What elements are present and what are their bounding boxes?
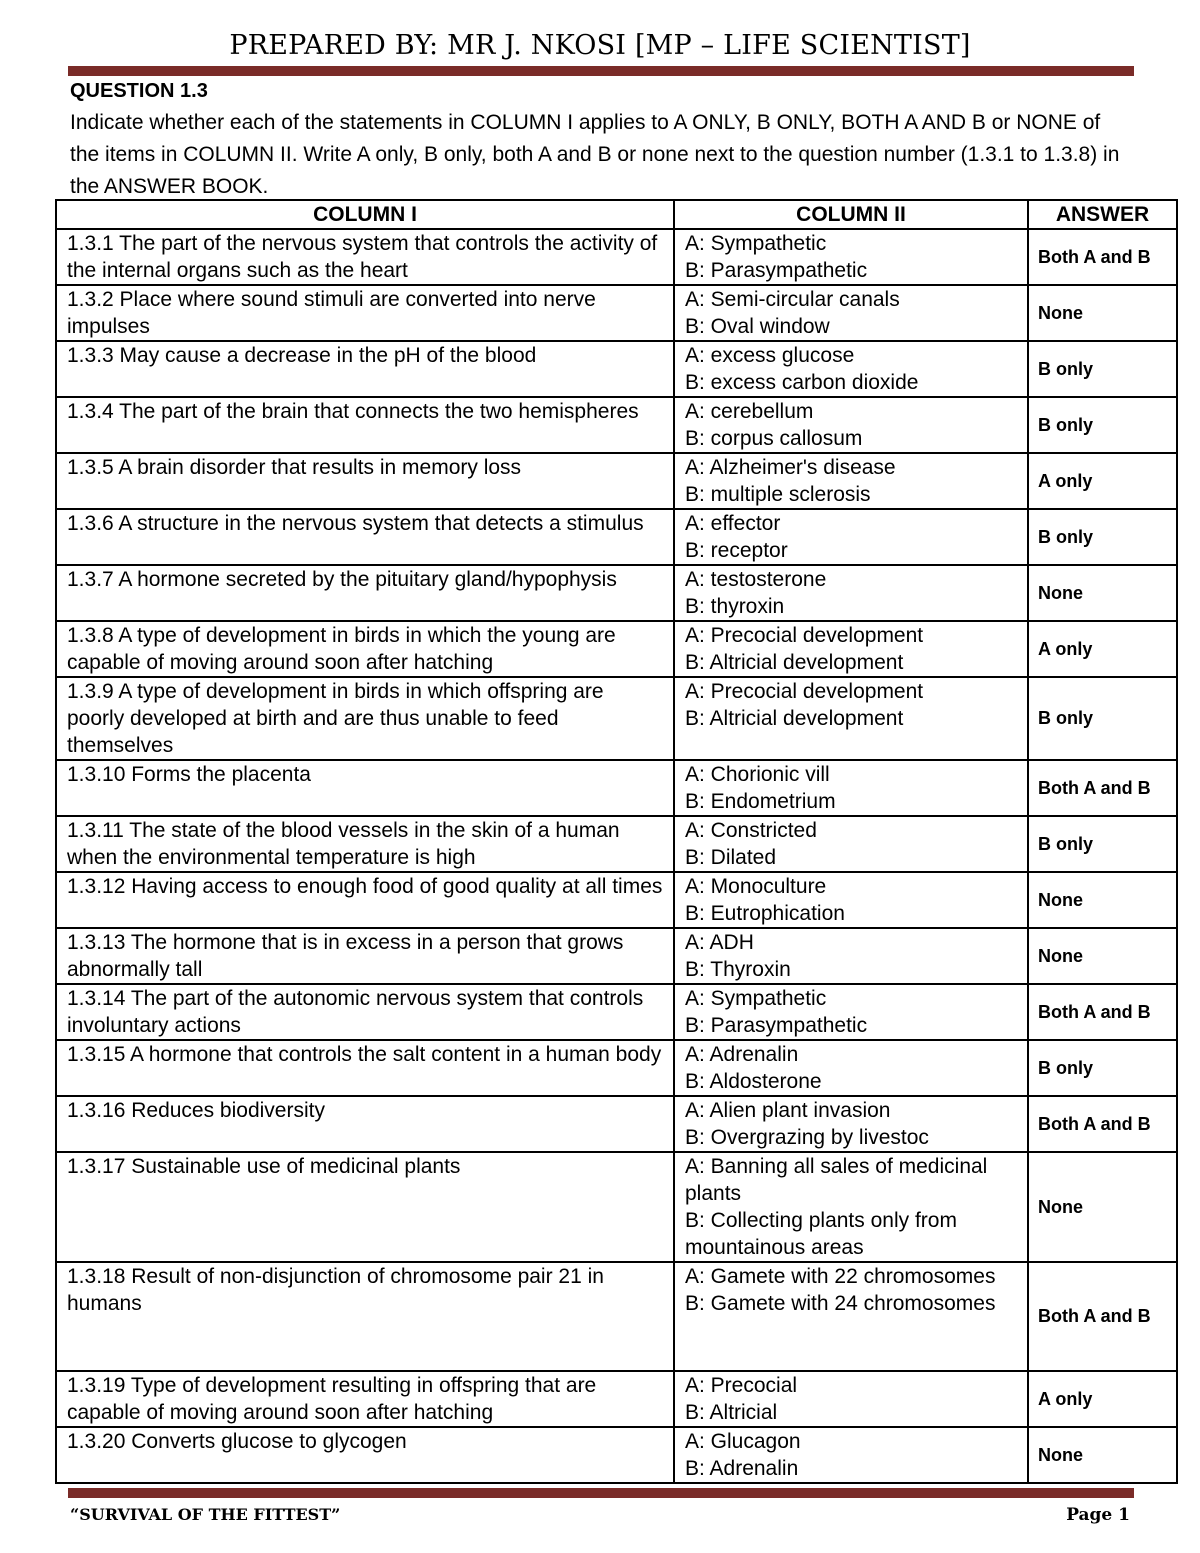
table-row <box>56 677 1177 760</box>
answer-cell: None <box>1028 928 1177 984</box>
answer-cell: Both A and B <box>1028 229 1177 285</box>
question-heading: QUESTION 1.3 <box>70 80 208 102</box>
table-row <box>56 1096 1177 1152</box>
option-a: A: Gamete with 22 chromosomes <box>685 1265 996 1288</box>
statement-cell: 1.3.6 A structure in the nervous system that detects a stimulus <box>56 509 674 565</box>
options-cell <box>674 1040 1028 1096</box>
table-row <box>56 928 1177 984</box>
statement-cell: 1.3.19 Type of development resulting in offspring that are capable of moving around soon after hatching <box>56 1371 674 1427</box>
option-b: B: Altricial <box>685 1401 778 1424</box>
option-a: A: Alien plant invasion <box>685 1099 891 1122</box>
option-a: A: Banning all sales of medicinal plants <box>685 1155 988 1205</box>
options-cell <box>674 285 1028 341</box>
option-b: B: receptor <box>685 539 788 562</box>
table-row <box>56 760 1177 816</box>
option-a: A: Precocial development <box>685 624 924 647</box>
statement-cell: 1.3.13 The hormone that is in excess in a person that grows abnormally tall <box>56 928 674 984</box>
option-a: A: Constricted <box>685 819 817 842</box>
options-cell <box>674 509 1028 565</box>
statement-cell: 1.3.7 A hormone secreted by the pituitary gland/hypophysis <box>56 565 674 621</box>
footer-motto: “SURVIVAL OF THE FITTEST” <box>70 1505 341 1524</box>
option-b: B: Endometrium <box>685 790 836 813</box>
answer-cell: A only <box>1028 453 1177 509</box>
table-row <box>56 1152 1177 1262</box>
option-a: A: Sympathetic <box>685 987 827 1010</box>
table-row <box>56 816 1177 872</box>
table-row <box>56 1040 1177 1096</box>
answer-cell: A only <box>1028 1371 1177 1427</box>
options-cell <box>674 229 1028 285</box>
options-cell <box>674 1427 1028 1483</box>
statement-cell: 1.3.11 The state of the blood vessels in the skin of a human when the environmental temperature is high <box>56 816 674 872</box>
option-b: B: excess carbon dioxide <box>685 371 919 394</box>
options-cell <box>674 928 1028 984</box>
table-row <box>56 1262 1177 1371</box>
footer-divider <box>68 1488 1134 1498</box>
table-row <box>56 1371 1177 1427</box>
statement-cell: 1.3.2 Place where sound stimuli are converted into nerve impulses <box>56 285 674 341</box>
option-a: A: Sympathetic <box>685 232 827 255</box>
answer-cell: B only <box>1028 677 1177 760</box>
option-b: B: Parasympathetic <box>685 259 868 282</box>
statement-cell: 1.3.8 A type of development in birds in which the young are capable of moving around soon after hatching <box>56 621 674 677</box>
option-b: B: Eutrophication <box>685 902 845 925</box>
option-b: B: Collecting plants only from mountainous areas <box>685 1209 957 1259</box>
option-a: A: testosterone <box>685 568 827 591</box>
answer-cell: B only <box>1028 1040 1177 1096</box>
table-header-row <box>56 200 1177 229</box>
option-a: A: ADH <box>685 931 754 954</box>
option-b: B: Parasympathetic <box>685 1014 868 1037</box>
option-a: A: Monoculture <box>685 875 827 898</box>
question-instructions: Indicate whether each of the statements in COLUMN I applies to A ONLY, B ONLY, BOTH A AND B or NONE of the items in COLUMN II. Write A only, B only, both A and B or none next to the question number (1.3.1 to 1.3.8) in the ANSWER BOOK. <box>70 111 1120 198</box>
options-cell <box>674 1371 1028 1427</box>
option-b: B: Aldosterone <box>685 1070 822 1093</box>
answer-cell: None <box>1028 872 1177 928</box>
statement-cell: 1.3.10 Forms the placenta <box>56 760 674 816</box>
answer-cell: None <box>1028 565 1177 621</box>
column-header: COLUMN I <box>56 200 674 229</box>
statement-cell: 1.3.5 A brain disorder that results in memory loss <box>56 453 674 509</box>
answer-cell: None <box>1028 1152 1177 1262</box>
option-b: B: thyroxin <box>685 595 785 618</box>
statement-cell: 1.3.12 Having access to enough food of good quality at all times <box>56 872 674 928</box>
table-row <box>56 621 1177 677</box>
option-a: A: effector <box>685 512 781 535</box>
table-row <box>56 565 1177 621</box>
page-header-title: PREPARED BY: MR J. NKOSI [MP – LIFE SCIENTIST] <box>229 30 971 61</box>
option-b: B: Altricial development <box>685 707 904 730</box>
option-b: B: Dilated <box>685 846 777 869</box>
option-a: A: cerebellum <box>685 400 814 423</box>
option-b: B: Altricial development <box>685 651 904 674</box>
option-b: B: Gamete with 24 chromosomes <box>685 1292 996 1315</box>
table-body <box>56 229 1177 1483</box>
option-b: B: multiple sclerosis <box>685 483 871 506</box>
options-cell <box>674 984 1028 1040</box>
option-a: A: Semi-circular canals <box>685 288 900 311</box>
option-b: B: Overgrazing by livestoc <box>685 1126 929 1149</box>
table-row <box>56 397 1177 453</box>
options-cell <box>674 760 1028 816</box>
statement-cell: 1.3.1 The part of the nervous system that controls the activity of the internal organs such as the heart <box>56 229 674 285</box>
options-cell <box>674 1262 1028 1371</box>
option-a: A: Adrenalin <box>685 1043 799 1066</box>
option-b: B: Adrenalin <box>685 1457 799 1480</box>
options-cell <box>674 565 1028 621</box>
answer-cell: Both A and B <box>1028 984 1177 1040</box>
options-cell <box>674 621 1028 677</box>
option-b: B: corpus callosum <box>685 427 863 450</box>
option-a: A: Glucagon <box>685 1430 801 1453</box>
options-cell <box>674 1152 1028 1262</box>
options-cell <box>674 1096 1028 1152</box>
options-cell <box>674 816 1028 872</box>
statement-cell: 1.3.15 A hormone that controls the salt content in a human body <box>56 1040 674 1096</box>
header-divider <box>68 66 1134 76</box>
table-row <box>56 872 1177 928</box>
table-row <box>56 341 1177 397</box>
page-number: Page 1 <box>1066 1505 1130 1525</box>
options-cell <box>674 872 1028 928</box>
options-cell <box>674 397 1028 453</box>
answer-cell: Both A and B <box>1028 760 1177 816</box>
answer-cell: B only <box>1028 341 1177 397</box>
statement-cell: 1.3.14 The part of the autonomic nervous system that controls involuntary actions <box>56 984 674 1040</box>
answer-cell: B only <box>1028 816 1177 872</box>
answer-cell: Both A and B <box>1028 1096 1177 1152</box>
question-table <box>55 199 1178 1484</box>
column-header: COLUMN II <box>674 200 1028 229</box>
option-a: A: excess glucose <box>685 344 855 367</box>
option-b: B: Oval window <box>685 315 830 338</box>
table-row <box>56 509 1177 565</box>
answer-cell: None <box>1028 285 1177 341</box>
table-row <box>56 984 1177 1040</box>
option-a: A: Chorionic vill <box>685 763 830 786</box>
answer-cell: B only <box>1028 397 1177 453</box>
column-header: ANSWER <box>1028 200 1177 229</box>
answer-cell: None <box>1028 1427 1177 1483</box>
option-b: B: Thyroxin <box>685 958 791 981</box>
statement-cell: 1.3.3 May cause a decrease in the pH of the blood <box>56 341 674 397</box>
statement-cell: 1.3.18 Result of non-disjunction of chromosome pair 21 in humans <box>56 1262 674 1371</box>
answer-cell: B only <box>1028 509 1177 565</box>
option-a: A: Alzheimer's disease <box>685 456 896 479</box>
options-cell <box>674 341 1028 397</box>
answer-cell: Both A and B <box>1028 1262 1177 1371</box>
table-row <box>56 453 1177 509</box>
statement-cell: 1.3.4 The part of the brain that connects the two hemispheres <box>56 397 674 453</box>
table-row <box>56 1427 1177 1483</box>
table-row <box>56 285 1177 341</box>
table-row <box>56 229 1177 285</box>
statement-cell: 1.3.16 Reduces biodiversity <box>56 1096 674 1152</box>
statement-cell: 1.3.20 Converts glucose to glycogen <box>56 1427 674 1483</box>
options-cell <box>674 453 1028 509</box>
answer-cell: A only <box>1028 621 1177 677</box>
option-a: A: Precocial development <box>685 680 924 703</box>
statement-cell: 1.3.17 Sustainable use of medicinal plants <box>56 1152 674 1262</box>
options-cell <box>674 677 1028 760</box>
statement-cell: 1.3.9 A type of development in birds in which offspring are poorly developed at birth and are thus unable to feed themselves <box>56 677 674 760</box>
option-a: A: Precocial <box>685 1374 798 1397</box>
